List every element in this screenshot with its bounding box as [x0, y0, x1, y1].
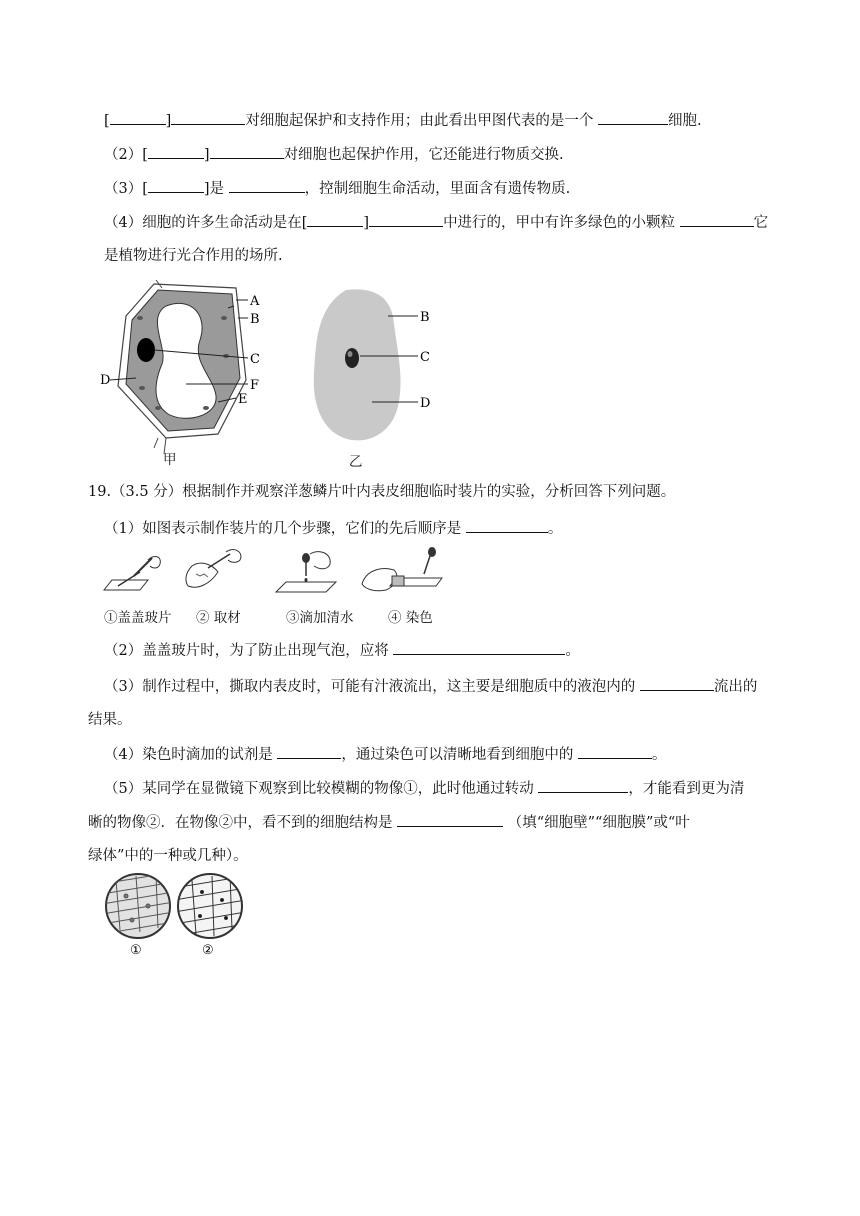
- q19-part-5-cont: 晰的物像②．在物像②中，看不到的细胞结构是 （填“细胞壁”“细胞膜”或“叶: [88, 812, 690, 833]
- slide-steps-figure: [100, 546, 450, 602]
- microscope-views-figure: [102, 870, 252, 960]
- answer-blank[interactable]: [210, 144, 284, 159]
- q19-part-5-cont2: 绿体”中的一种或几种）。: [88, 848, 248, 864]
- answer-blank[interactable]: [277, 744, 341, 759]
- q18-line-2: （2）[ ] 对细胞也起保护作用，它还能进行物质交换.: [104, 144, 564, 165]
- q18-line-4: （4）细胞的许多生命活动是在[ ] 中进行的，甲中有许多绿色的小颗粒 它: [104, 212, 768, 233]
- caption-jia: 甲: [163, 452, 177, 468]
- plant-cell-figure: [96, 278, 266, 468]
- answer-blank[interactable]: [171, 110, 245, 125]
- caption-yi: 乙: [349, 454, 363, 470]
- answer-blank[interactable]: [307, 212, 363, 227]
- q19-part-1: （1）如图表示制作装片的几个步骤，它们的先后顺序是 。: [104, 518, 562, 539]
- answer-blank[interactable]: [369, 212, 443, 227]
- q19-part-4: （4）染色时滴加的试剂是 ，通过染色可以清晰地看到细胞中的 。: [104, 744, 666, 765]
- label-b: B: [250, 312, 260, 327]
- label-b: B: [420, 310, 430, 325]
- answer-blank[interactable]: [640, 676, 714, 691]
- answer-blank[interactable]: [538, 778, 628, 793]
- answer-blank[interactable]: [148, 178, 204, 193]
- q18-line-3: （3）[ ]是 ，控制细胞生命活动，里面含有遗传物质.: [104, 178, 570, 199]
- label-d: D: [420, 396, 431, 411]
- answer-blank[interactable]: [466, 518, 548, 533]
- answer-blank[interactable]: [148, 144, 204, 159]
- q19-part-3-cont: 结果。: [88, 712, 132, 728]
- answer-blank[interactable]: [578, 744, 652, 759]
- answer-blank[interactable]: [393, 640, 565, 655]
- label-f: F: [250, 378, 260, 393]
- label-c: C: [250, 352, 260, 367]
- label-a: A: [250, 294, 260, 309]
- view-1-label: ①: [130, 943, 142, 958]
- answer-blank[interactable]: [397, 812, 503, 827]
- q19-header: 19.（3.5 分）根据制作并观察洋葱鳞片叶内表皮细胞临时装片的实验，分析回答下列问题。: [88, 484, 676, 500]
- animal-cell-figure: [306, 284, 446, 454]
- q19-part-2: （2）盖盖玻片时，为了防止出现气泡，应将 。: [104, 640, 580, 661]
- q18-line-1: [ ] 对细胞起保护和支持作用；由此看出甲图代表的是一个 细胞.: [104, 110, 702, 131]
- label-e: E: [238, 392, 248, 407]
- q18-line-5: 是植物进行光合作用的场所.: [104, 248, 283, 264]
- view-2-label: ②: [202, 943, 214, 958]
- label-c: C: [420, 350, 430, 365]
- q19-part-5: （5）某同学在显微镜下观察到比较模糊的物像①，此时他通过转动 ，才能看到更为清: [104, 778, 744, 799]
- answer-blank[interactable]: [598, 110, 668, 125]
- answer-blank[interactable]: [680, 212, 754, 227]
- step-1-label: ①盖盖玻片: [104, 610, 172, 626]
- step-4-label: ④ 染色: [388, 610, 433, 626]
- step-2-label: ② 取材: [196, 610, 241, 626]
- step-3-label: ③滴加清水: [286, 610, 354, 626]
- answer-blank[interactable]: [110, 110, 166, 125]
- answer-blank[interactable]: [229, 178, 305, 193]
- q19-part-3: （3）制作过程中，撕取内表皮时，可能有汁液流出，这主要是细胞质中的液泡内的 流出的: [104, 676, 757, 697]
- label-d: D: [100, 373, 111, 388]
